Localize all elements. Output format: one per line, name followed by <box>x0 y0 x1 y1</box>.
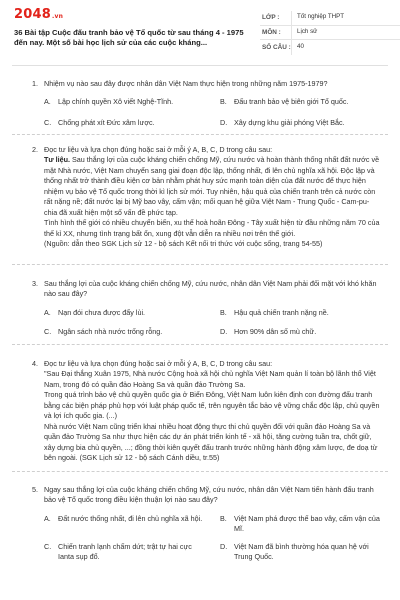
option-a[interactable] <box>44 514 206 535</box>
passage-continued: Nhà nước Việt Nam cũng triển khai nhiều hoạt động thực thi chủ quyền đối với quần đảo Hoàng Sa và quần đảo Trường Sa như thực hiện các dự án phát triển kinh tế - xã hội, tăng cường tuần tra, chốt giữ, xây dựng bia chủ quyền, ...; đồng thời kiên quyết đấu tranh trước những hành động xâm lược, đe doạ từ bên ngoài. (SGK Lịch sử 12 - bộ sách Cánh diều, tr.55) <box>44 421 378 462</box>
option-letter: D. <box>220 327 228 337</box>
meta-value: Lịch sử <box>291 26 400 40</box>
option-letter: C. <box>44 327 52 337</box>
question-text: Ngay sau thắng lợi của cuộc kháng chiến chống Mỹ, cứu nước, nhân dân Việt Nam tiến hành đấu tranh bảo vệ Tổ quốc trong điều kiện thuận lợi nào sau đây? <box>44 485 374 505</box>
option-letter: D. <box>220 541 228 551</box>
option-letter: C. <box>44 117 52 127</box>
option-a[interactable] <box>44 308 206 318</box>
option-text: Việt Nam phá được thế bao vây, cấm vận của Mĩ. <box>234 513 380 534</box>
passage: "Sau Đại thắng Xuân 1975, Nhà nước Cộng hoà xã hội chủ nghĩa Việt Nam quản lí toàn bộ lãnh thổ Việt Nam, trong đó có quần đảo Hoàng Sa và quần đảo Trường Sa. <box>44 369 376 389</box>
meta-key: SỐ CÂU : <box>262 43 291 51</box>
question-number: 3. <box>32 279 38 288</box>
question-1 <box>12 66 388 135</box>
option-c[interactable] <box>44 542 206 563</box>
meta-row-class <box>260 11 400 26</box>
meta-row-count <box>260 40 400 55</box>
question-number: 1. <box>32 79 38 88</box>
question-text: Đọc tư liệu và lựa chọn đúng hoặc sai ở mỗi ý A, B, C, D trong câu sau: <box>44 145 273 154</box>
option-c[interactable] <box>44 118 206 128</box>
option-letter: A. <box>44 513 51 523</box>
logo-text: 2048 <box>14 7 51 22</box>
option-b[interactable] <box>220 308 382 318</box>
passage-text: Sau thắng lợi của cuộc kháng chiến chống Mỹ, cứu nước và hoàn thành thống nhất đất nước về mặt Nhà nước, Việt Nam chuyển sang giai đoạn độc lập, thống nhất, đi lên chủ nghĩa xã hội. Độc lập và thống nhất trở thành điều kiện cơ bản nhằm phát huy sức mạnh toàn diện của đất nước để thực hiện nhiệm vụ bảo vệ Tổ quốc trong thời kì lịch sử mới. Tuy nhiên, hậu quả của chiến tranh trên cả nước còn rất nặng nề; đất nước lại bị Mỹ bao vây, cấm vận; mối quan hệ giữa Việt Nam - Trung Quốc - Cam-pu-chia đã xuất hiện một số vấn đề phức tạp. <box>44 155 380 217</box>
question-3 <box>12 265 388 345</box>
meta-key: LỚP : <box>262 14 280 22</box>
document-title: 36 Bài tập Cuộc đấu tranh bảo vệ Tổ quốc từ sau tháng 4 - 1975 đến nay. Một số bài học lịch sử của các cuộc kháng... <box>14 28 244 48</box>
passage-continued: Trong quá trình bảo vệ chủ quyền quốc gia ở Biển Đông, Việt Nam luôn kiên định con đường đấu tranh bằng các biện pháp phù hợp với luật pháp quốc tế, trên nguyên tắc bảo vệ vững chắc độc lập, chủ quyền và lợi ích quốc gia. (...) <box>44 390 380 421</box>
question-number: 2. <box>32 145 38 154</box>
option-text: Nạn đói chưa được đẩy lùi. <box>58 307 146 317</box>
meta-key: MÔN : <box>262 28 281 36</box>
meta-value: Tốt nghiệp THPT <box>291 11 400 25</box>
option-letter: A. <box>44 307 51 317</box>
option-letter: B. <box>220 513 227 523</box>
page-header <box>12 0 388 66</box>
question-5 <box>12 472 388 570</box>
option-text: Hơn 90% dân số mù chữ. <box>234 327 317 337</box>
option-letter: A. <box>44 97 51 107</box>
option-text: Đấu tranh bảo vệ biên giới Tổ quốc. <box>234 97 349 107</box>
source-note: (Nguồn: dẫn theo SGK Lịch sử 12 - bộ sách Kết nối tri thức với cuộc sống, trang 54-55) <box>44 238 323 248</box>
option-letter: D. <box>220 117 228 127</box>
question-text: Nhiệm vụ nào sau đây được nhân dân Việt Nam thực hiện trong những năm 1975-1979? <box>44 79 328 88</box>
option-letter: B. <box>220 97 227 107</box>
option-letter: B. <box>220 307 227 317</box>
meta-row-subject <box>260 26 400 41</box>
option-text: Xây dựng khu giải phóng Việt Bắc. <box>234 117 345 127</box>
options <box>44 308 382 338</box>
question-text: Đọc tư liệu và lựa chọn đúng hoặc sai ở mỗi ý A, B, C, D trong câu sau: <box>44 359 273 368</box>
option-b[interactable] <box>220 514 382 535</box>
question-number: 4. <box>32 359 38 368</box>
option-d[interactable] <box>220 118 382 128</box>
site-logo[interactable] <box>14 6 63 25</box>
option-text: Chống phát xít Đức xâm lược. <box>58 117 155 127</box>
passage-label: Tư liệu. <box>44 155 70 165</box>
options <box>44 514 382 563</box>
option-text: Ngân sách nhà nước trống rỗng. <box>58 327 163 337</box>
option-text: Đất nước thống nhất, đi lên chủ nghĩa xã hội. <box>58 513 203 523</box>
option-d[interactable] <box>220 327 382 337</box>
question-4 <box>12 345 388 472</box>
passage-continued: Tình hình thế giới có nhiều chuyển biến, xu thế hoà hoãn Đông - Tây xuất hiện từ đầu những năm 70 của thế kỉ XX, nhưng tình trạng bất ổn, xung đột vẫn diễn ra nhiều nơi trên thế giới. <box>44 218 380 238</box>
option-c[interactable] <box>44 327 206 337</box>
question-text: Sau thắng lợi của cuộc kháng chiến chống Mỹ, cứu nước, nhân dân Việt Nam phải đối mặt với khó khăn nào sau đây? <box>44 279 377 299</box>
question-number: 5. <box>32 485 38 494</box>
option-b[interactable] <box>220 97 382 107</box>
question-2 <box>12 135 388 265</box>
meta-table <box>260 11 400 55</box>
logo-suffix: .vn <box>51 13 64 20</box>
option-text: Chiến tranh lạnh chấm dứt; trật tự hai cực Ianta sụp đổ. <box>58 541 192 562</box>
options <box>44 97 382 128</box>
passage <box>44 155 382 218</box>
option-text: Hậu quả chiến tranh nặng nề. <box>234 307 329 317</box>
option-a[interactable] <box>44 97 206 107</box>
meta-value: 40 <box>291 40 400 55</box>
option-letter: C. <box>44 541 52 551</box>
option-d[interactable] <box>220 542 382 563</box>
option-text: Việt Nam đã bình thường hóa quan hệ với Trung Quốc. <box>234 541 369 562</box>
option-text: Lập chính quyền Xô viết Nghệ-Tĩnh. <box>58 97 174 107</box>
